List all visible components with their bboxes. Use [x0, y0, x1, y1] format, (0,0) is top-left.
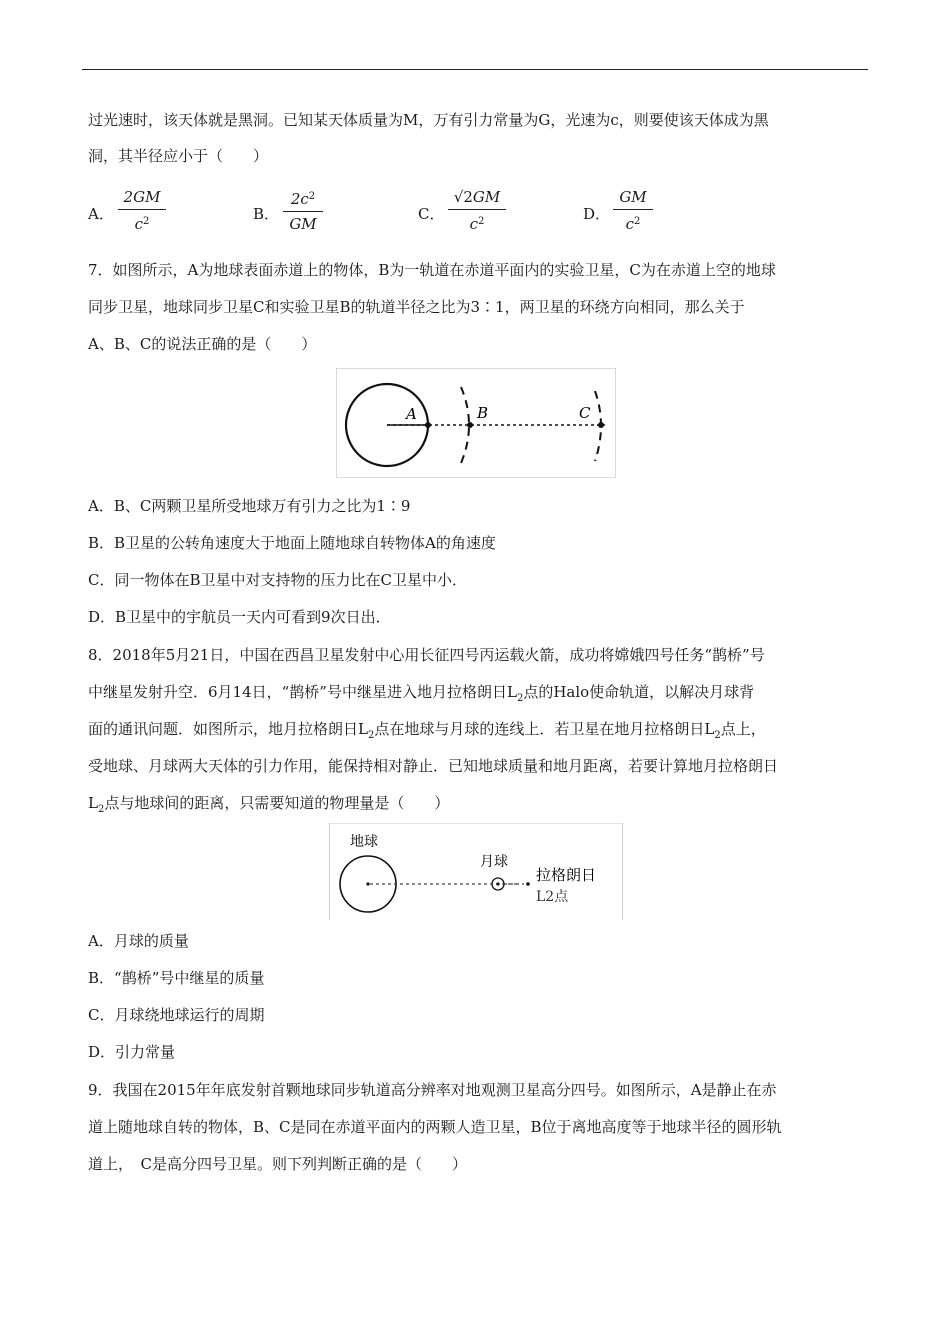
q6-option-a[interactable]: [88, 185, 208, 235]
option-label: A．: [88, 205, 114, 223]
q8-line-1: 8．2018年5月21日，中国在西昌卫星发射中心用长征四号丙运载火箭，成功将嫦娥四号任务“鹊桥”号: [88, 646, 765, 664]
q7-orbit-figure: [336, 368, 616, 478]
point-a: [425, 422, 431, 428]
q7-option-a[interactable]: A．B、C两颗卫星所受地球万有引力之比为1∶9: [88, 497, 411, 515]
denominator: $c^2$: [625, 215, 641, 233]
header-rule: [82, 69, 868, 70]
q6-line-1: 过光速时，该天体就是黑洞。已知某天体质量为M，万有引力常量为G，光速为c，则要使该天体成为黑: [88, 111, 769, 129]
numerator: GM: [613, 187, 653, 210]
label-c: C: [579, 404, 591, 422]
q8-option-a[interactable]: A．月球的质量: [88, 932, 189, 950]
moon-label: 月球: [480, 854, 508, 870]
denominator: GM: [289, 215, 317, 233]
moon-center: [496, 882, 499, 885]
lagrange-diagram: [330, 824, 622, 920]
q9-line-2: 道上随地球自转的物体，B、C是同在赤道平面内的两颗人造卫星，B位于离地高度等于地球半径的圆形轨: [88, 1118, 782, 1136]
numerator: √2GM: [448, 187, 506, 210]
q8-line-3: 面的通讯问题．如图所示，地月拉格朗日$L_2$点在地球与月球的连线上．若卫星在地月拉格朗日$L_2$点上，: [88, 720, 766, 741]
q9-line-1: 9．我国在2015年年底发射首颗地球同步轨道高分辨率对地观测卫星高分四号。如图所示，A是静止在赤: [88, 1081, 777, 1099]
q8-lagrange-figure: [329, 823, 623, 920]
q8-line-4: 受地球、月球两大天体的引力作用，能保持相对静止．已知地球质量和地月距离，若要计算地月拉格朗日: [88, 757, 779, 775]
q6-option-b[interactable]: [253, 185, 373, 235]
denominator: $c^2$: [469, 215, 485, 233]
earth-center: [366, 882, 369, 885]
q8-option-c[interactable]: C．月球绕地球运行的周期: [88, 1006, 265, 1024]
q8-option-d[interactable]: D．引力常量: [88, 1043, 176, 1061]
q9-line-3: 道上， C是高分四号卫星。则下列判断正确的是（ ）: [88, 1155, 467, 1173]
point-b: [467, 422, 473, 428]
option-label: C．: [418, 205, 445, 223]
q7-option-b[interactable]: B．B卫星的公转角速度大于地面上随地球自转物体A的角速度: [88, 534, 496, 552]
q6-option-d[interactable]: [583, 185, 703, 235]
numerator: 2GM: [118, 187, 166, 210]
fraction: [283, 187, 323, 234]
label-b: B: [477, 404, 489, 422]
q8-line-5: $L_2$点与地球间的距离，只需要知道的物理量是（ ）: [88, 794, 450, 815]
option-label: B．: [253, 205, 280, 223]
earth-label: 地球: [350, 834, 378, 850]
q7-line-2: 同步卫星，地球同步卫星C和实验卫星B的轨道半径之比为3∶1，两卫星的环绕方向相同，那么关于: [88, 298, 745, 316]
fraction: [448, 187, 506, 234]
orbit-diagram: [337, 369, 615, 477]
l2-point: [526, 882, 530, 886]
q6-line-2: 洞，其半径应小于（ ）: [88, 147, 269, 165]
q7-line-3: A、B、C的说法正确的是（ ）: [88, 335, 317, 353]
q7-option-c[interactable]: C．同一物体在B卫星中对支持物的压力比在C卫星中小．: [88, 571, 467, 589]
q8-option-b[interactable]: B．“鹊桥”号中继星的质量: [88, 969, 265, 987]
option-label: D．: [583, 205, 611, 223]
q6-option-c[interactable]: [418, 185, 538, 235]
q7-option-d[interactable]: D．B卫星中的宇航员一天内可看到9次日出．: [88, 608, 391, 626]
q7-line-1: 7．如图所示，A为地球表面赤道上的物体，B为一轨道在赤道平面内的实验卫星，C为在赤道上空的地球: [88, 261, 776, 279]
l2-label: L2点: [536, 889, 569, 905]
fraction: [118, 187, 166, 234]
lagrange-label: 拉格朗日: [536, 866, 597, 884]
orbit-c-arc: [595, 391, 601, 461]
fraction: [613, 187, 653, 234]
q8-line-2: 中继星发射升空．6月14日，“鹊桥”号中继星进入地月拉格朗日$L_2$点的Halo使命轨道，以解决月球背: [88, 683, 755, 704]
denominator: $c^2$: [134, 215, 150, 233]
label-a: A: [406, 405, 417, 423]
numerator: $2c^2$: [283, 187, 323, 212]
